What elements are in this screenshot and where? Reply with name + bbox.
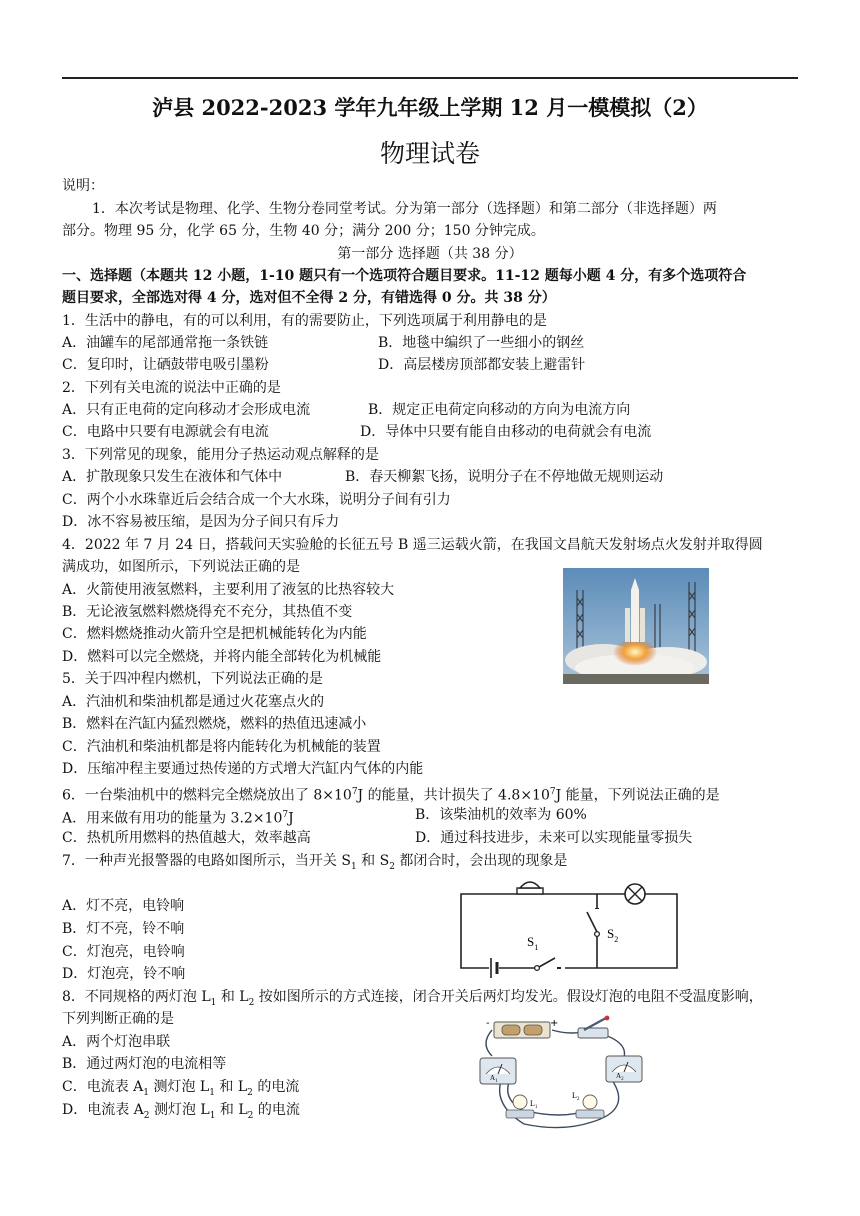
q5-option-b: B．燃料在汽缸内猛烈燃烧，燃料的热值迅速减小 [62,716,367,732]
battery-box-icon [494,1022,550,1038]
q1-option-c: C．复印时，让硒鼓带电吸引墨粉 [62,357,269,373]
q8-option-a: A．两个灯泡串联 [62,1034,171,1050]
q3-stem: 3．下列常见的现象，能用分子热运动观点解释的是 [62,447,379,463]
battery-minus-label: - [486,1018,490,1029]
q1-stem: 1．生活中的静电，有的可以利用，有的需要防止，下列选项属于利用静电的是 [62,313,547,329]
q7-option-d: D．灯泡亮，铃不响 [62,966,186,982]
q2-option-c: C．电路中只要有电源就会有电流 [62,424,269,440]
q1-option-d: D．高层楼房顶部都安装上避雷针 [378,357,586,373]
bulb-l2-label: $L_2$ [572,1091,580,1102]
instructions-label: 说明： [62,178,104,194]
q4-option-c: C．燃料燃烧推动火箭升空是把机械能转化为内能 [62,626,367,642]
switch-s1-label: $S_1$ [527,934,539,952]
q2-option-a: A．只有正电荷的定向移动才会形成电流 [62,402,311,418]
q4-option-a: A．火箭使用液氢燃料，主要利用了液氢的比热容较大 [62,582,395,598]
q5-option-c: C．汽油机和柴油机都是将内能转化为机械能的装置 [62,739,381,755]
q2-option-b: B．规定正电荷定向移动的方向为电流方向 [368,402,631,418]
ammeter-a2-icon [606,1056,642,1082]
part1-heading: 第一部分 选择题（共 38 分） [337,246,523,262]
knife-switch-icon [578,1016,609,1038]
ammeter-a1-icon [480,1058,516,1084]
q7-option-c: C．灯泡亮，电铃响 [62,944,185,960]
q3-option-a: A．扩散现象只发生在液体和气体中 [62,469,283,485]
q7-option-b: B．灯不亮，铃不响 [62,921,185,937]
rocket-launch-image [563,568,709,684]
q8-stem-line1: 8．不同规格的两灯泡 $L_1$ 和 $L_2$ 按如图所示的方式连接，闭合开关后两灯均发光。假设灯泡的电阻不受温度影响， [62,989,763,1008]
bell-icon [517,882,543,894]
q8-stem-line2: 下列判断正确的是 [62,1011,174,1027]
q8-option-b: B．通过两灯泡的电流相等 [62,1056,227,1072]
q6-option-b: B．该柴油机的效率为 60% [415,807,587,823]
q5-option-d: D．压缩冲程主要通过热传递的方式增大汽缸内气体的内能 [62,761,424,777]
switch-s2-label: $S_2$ [607,926,619,944]
battery-plus-label: + [550,1018,559,1029]
exam-title: 泸县 2022-2023 学年九年级上学期 12 月一模模拟（2） [152,95,708,120]
q6-option-a: A．用来做有用功的能量为 $3.2\times 10^7J$ [62,810,294,827]
battery-icon [489,958,499,978]
alarm-circuit-diagram [455,874,685,978]
q3-option-d: D．冰不容易被压缩，是因为分子间只有斥力 [62,514,340,530]
parallel-bulbs-circuit-image [462,1014,648,1136]
q4-stem-line1: 4．2022 年 7 月 24 日，搭载问天实验舱的长征五号 B 遥三运载火箭，在我国文昌航天发射场点火发射并取得圆 [62,537,763,553]
q7-stem: 7．一种声光报警器的电路如图所示，当开关 $S_1$ 和 $S_2$ 都闭合时，会出现的现象是 [62,853,568,872]
section1-heading-line1: 一、选择题（本题共 12 小题，1-10 题只有一个选项符合题目要求。11-12 题每小题 4 分，有多个选项符合 [62,268,747,284]
q5-option-a: A．汽油机和柴油机都是通过火花塞点火的 [62,694,325,710]
q1-option-b: B．地毯中编织了一些细小的钢丝 [378,335,585,351]
q6-option-c: C．热机所用燃料的热值越大，效率越高 [62,830,311,846]
q1-option-a: A．油罐车的尾部通常拖一条铁链 [62,335,269,351]
q6-stem: 6．一台柴油机中的燃料完全燃烧放出了 $8\times 10^7J$ 的能量，共计损失了 $4.8\times 10^7J$ 能量，下列说法正确的是 [62,787,720,804]
section1-heading-line2: 题目要求，全部选对得 4 分，选对但不全得 2 分，有错选得 0 分。共 38 分） [62,290,556,306]
instructions-note-line1: 1．本次考试是物理、化学、生物分卷同堂考试。分为第一部分（选择题）和第二部分（非选择题）两 [92,201,717,217]
lamp-icon [625,884,645,904]
exam-subtitle: 物理试卷 [379,139,480,168]
q8-option-d: D．电流表 $A_2$ 测灯泡 $L_1$ 和 $L_2$ 的电流 [62,1102,300,1121]
q4-option-d: D．燃料可以完全燃烧，并将内能全部转化为机械能 [62,649,382,665]
q8-option-c: C．电流表 $A_1$ 测灯泡 $L_1$ 和 $L_2$ 的电流 [62,1079,300,1098]
q4-stem-line2: 满成功，如图所示，下列说法正确的是 [62,559,300,575]
q4-option-b: B．无论液氢燃料燃烧得充不充分，其热值不变 [62,604,353,620]
ammeter-a1-label: $A_1$ [490,1074,498,1084]
q6-option-d: D．通过科技进步，未来可以实现能量零损失 [415,830,693,846]
ammeter-a2-label: $A_2$ [616,1072,624,1082]
q5-stem: 5．关于四冲程内燃机，下列说法正确的是 [62,671,323,687]
switch-s2-icon [587,908,599,936]
instructions-note-line2: 部分。物理 95 分，化学 65 分，生物 40 分；满分 200 分；150 分钟完成。 [62,223,545,239]
top-rule [62,77,798,79]
q3-option-c: C．两个小水珠靠近后会结合成一个大水珠，说明分子间有引力 [62,492,451,508]
switch-s1-icon [535,958,565,972]
q7-option-a: A．灯不亮，电铃响 [62,898,185,914]
q3-option-b: B．春天柳絮飞扬，说明分子在不停地做无规则运动 [345,469,664,485]
bulb-l1-label: $L_1$ [530,1099,538,1110]
q2-stem: 2．下列有关电流的说法中正确的是 [62,380,281,396]
q2-option-d: D．导体中只要有能自由移动的电荷就会有电流 [360,424,652,440]
bulb-l2-icon [576,1095,604,1118]
